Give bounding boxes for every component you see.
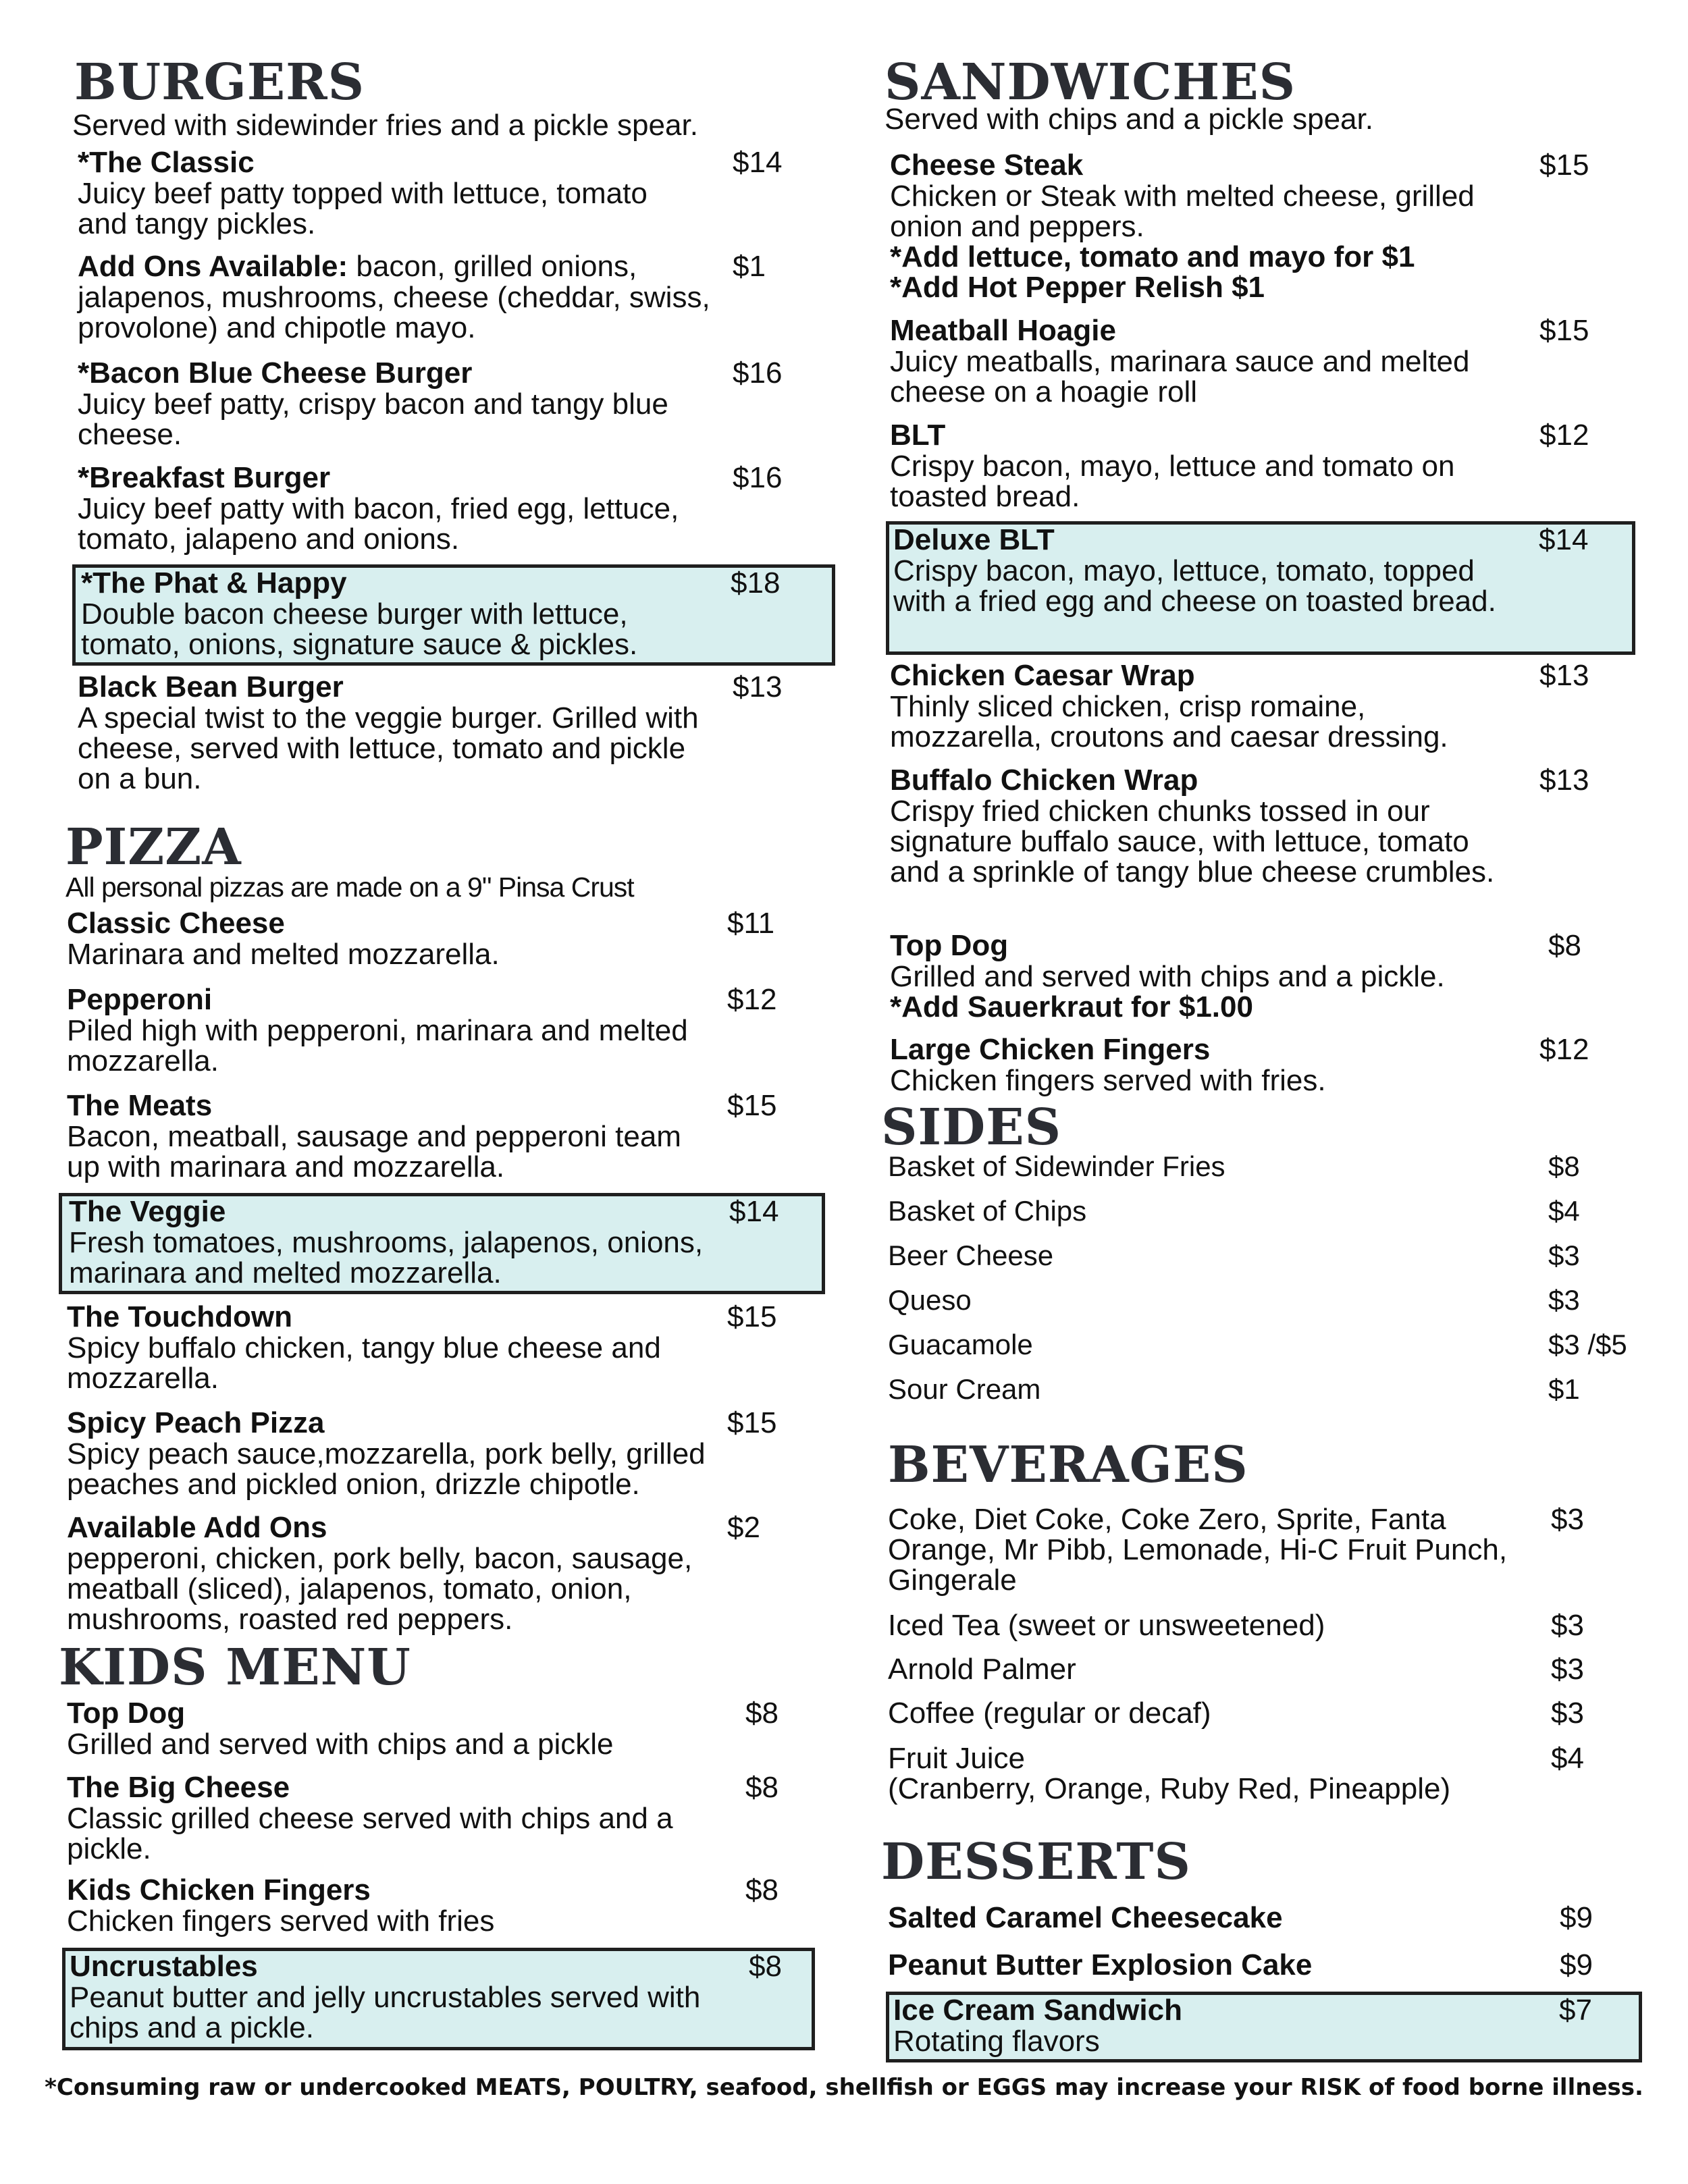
item-desc: Chicken or Steak with melted cheese, grilled onion and peppers. (890, 180, 1475, 243)
sandwiches-heading-block (885, 55, 1296, 109)
item-name: The Meats (67, 1089, 213, 1122)
dessert-item (888, 1950, 1644, 1981)
menu-item-breakfast-burger (78, 462, 793, 554)
menu-item-buffalo-chicken-wrap (890, 765, 1639, 887)
menu-item-the-phat-and-happy (72, 564, 835, 666)
side-name: Queso (888, 1284, 972, 1316)
item-note: *Add Sauerkraut for $1.00 (890, 990, 1253, 1023)
section-title-pizza: PIZZA (65, 818, 242, 876)
item-price: $1 (733, 250, 766, 283)
item-price: $12 (727, 983, 777, 1016)
burgers-subtitle: Served with sidewinder fries and a pickle spear. (72, 109, 698, 142)
menu-item-deluxe-blt (886, 521, 1635, 655)
beverage-price: $4 (1551, 1742, 1584, 1775)
beverage-desc: (Cranberry, Orange, Ruby Red, Pineapple) (888, 1772, 1451, 1805)
section-title-sides: SIDES (881, 1098, 1062, 1156)
item-desc: Double bacon cheese burger with lettuce, tomato, onions, signature sauce & pickles. (81, 597, 638, 661)
burgers-heading-block (74, 55, 365, 109)
item-name: Bacon Blue Cheese Burger (89, 356, 473, 390)
menu-item-kids-chicken-fingers (67, 1875, 810, 1936)
side-name: Guacamole (888, 1329, 1033, 1360)
item-desc: Rotating flavors (893, 2025, 1100, 2058)
dessert-item (888, 1902, 1644, 1934)
item-name: Spicy Peach Pizza (67, 1406, 325, 1439)
item-price: $14 (1539, 523, 1589, 556)
section-title-kids-menu: KIDS MENU (59, 1639, 411, 1697)
menu-item-uncrustables (62, 1948, 815, 2050)
item-desc: Grilled and served with chips and a pickle (67, 1728, 614, 1761)
item-desc: Thinly sliced chicken, crisp romaine, mozzarella, croutons and caesar dressing. (890, 690, 1448, 753)
menu-item-cheese-steak (890, 150, 1639, 302)
side-price: $4 (1548, 1195, 1580, 1227)
item-name: The Big Cheese (67, 1771, 290, 1804)
item-desc: Marinara and melted mozzarella. (67, 938, 500, 971)
item-name: Breakfast Burger (89, 461, 331, 494)
beverage-name: Arnold Palmer (888, 1653, 1076, 1686)
menu-item-ice-cream-sandwich (886, 1992, 1642, 2062)
item-name: Salted Caramel Cheesecake (888, 1901, 1283, 1934)
item-name: Uncrustables (70, 1950, 258, 1983)
menu-item-the-touchdown (67, 1302, 796, 1393)
sides-heading-block (881, 1100, 1061, 1154)
item-desc: Chicken fingers served with fries (67, 1905, 495, 1938)
item-price: $8 (745, 1771, 779, 1804)
beverage-name: Coke, Diet Coke, Coke Zero, Sprite, Fanta Orange, Mr Pibb, Lemonade, Hi-C Fruit Punch, Gingerale (888, 1503, 1508, 1597)
menu-item-bacon-blue-cheese-burger (78, 358, 793, 450)
side-item (888, 1151, 1664, 1182)
item-name: The Touchdown (67, 1300, 293, 1333)
item-name: Meatball Hoagie (890, 314, 1116, 347)
item-desc: Spicy peach sauce,mozzarella, pork belly, grilled peaches and pickled onion, drizzle chipotle. (67, 1437, 706, 1501)
kids-heading-block (59, 1641, 411, 1695)
item-name: The Veggie (69, 1195, 226, 1228)
beverage-name: Coffee (regular or decaf) (888, 1697, 1211, 1730)
beverage-price: $3 (1551, 1503, 1584, 1536)
item-desc: Crispy bacon, mayo, lettuce, tomato, topped with a fried egg and cheese on toasted bread. (893, 554, 1496, 618)
item-name: The Classic (89, 146, 255, 179)
item-price: $8 (749, 1950, 782, 1983)
side-item (888, 1196, 1664, 1227)
item-name: Chicken Caesar Wrap (890, 659, 1195, 692)
item-name: Cheese Steak (890, 149, 1084, 182)
food-safety-disclaimer: *Consuming raw or undercooked MEATS, POULTRY, seafood, shellfish or EGGS may increase your RISK of food borne illness. (45, 2074, 1643, 2101)
item-name: Top Dog (67, 1697, 186, 1730)
item-price: $2 (727, 1511, 760, 1544)
item-name: Peanut Butter Explosion Cake (888, 1948, 1313, 1981)
item-desc: bacon, grilled onions, jalapenos, mushrooms, cheese (cheddar, swiss, provolone) and chipotle mayo. (78, 250, 710, 344)
item-name: Large Chicken Fingers (890, 1033, 1211, 1066)
item-price: $15 (727, 1300, 777, 1333)
item-desc: Crispy fried chicken chunks tossed in our signature buffalo sauce, with lettuce, tomato and a sprinkle of tangy blue cheese crumbles. (890, 795, 1495, 888)
item-desc: Chicken fingers served with fries. (890, 1064, 1326, 1097)
item-desc: Peanut butter and jelly uncrustables served with chips and a pickle. (70, 1981, 701, 2044)
item-price: $8 (745, 1697, 779, 1730)
item-price: $16 (733, 461, 783, 494)
item-desc: Grilled and served with chips and a pickle. (890, 960, 1445, 993)
section-title-beverages: BEVERAGES (888, 1436, 1248, 1494)
item-price: $8 (1548, 929, 1581, 962)
side-price: $3 (1548, 1240, 1580, 1271)
item-price: $7 (1559, 1994, 1592, 2027)
item-name: Top Dog (890, 929, 1009, 962)
item-price: $14 (733, 146, 783, 179)
menu-item-large-chicken-fingers (890, 1034, 1639, 1096)
item-name: Pepperoni (67, 983, 213, 1016)
item-name: Ice Cream Sandwich (893, 1994, 1182, 2027)
item-desc: pepperoni, chicken, pork belly, bacon, sausage, meatball (sliced), jalapenos, tomato, onion, mushrooms, roasted red peppers. (67, 1542, 693, 1636)
menu-item-pepperoni (67, 984, 796, 1076)
pizza-heading-block (65, 820, 242, 874)
item-name: Kids Chicken Fingers (67, 1873, 371, 1907)
item-name: Black Bean Burger (78, 670, 344, 703)
beverage-price: $3 (1551, 1653, 1584, 1686)
item-name: BLT (890, 419, 946, 452)
desserts-heading-block (881, 1835, 1191, 1889)
side-price: $3 (1548, 1284, 1580, 1316)
menu-item-the-veggie (59, 1193, 825, 1294)
item-desc: A special twist to the veggie burger. Grilled with cheese, served with lettuce, tomato and pickle on a bun. (78, 701, 699, 795)
item-price: $11 (727, 907, 775, 940)
menu-item-add-ons (78, 251, 793, 343)
item-price: $9 (1560, 1948, 1593, 1981)
item-price: $13 (733, 670, 783, 703)
menu-item-blt (890, 420, 1639, 512)
pizza-subtitle: All personal pizzas are made on a 9" Pinsa Crust (65, 872, 634, 903)
item-desc: Piled high with pepperoni, marinara and melted mozzarella. (67, 1014, 688, 1077)
beverage-item (888, 1654, 1664, 1685)
beverage-item (888, 1610, 1664, 1641)
item-price: $13 (1539, 659, 1589, 692)
item-name: Deluxe BLT (893, 523, 1055, 556)
menu-item-chicken-caesar-wrap (890, 660, 1639, 752)
item-price: $14 (729, 1195, 779, 1228)
item-desc: Classic grilled cheese served with chips and a pickle. (67, 1802, 673, 1865)
star-mark: * (78, 146, 90, 179)
item-price: $15 (1539, 314, 1589, 347)
item-desc: Juicy beef patty topped with lettuce, tomato and tangy pickles. (78, 177, 648, 240)
item-desc: Bacon, meatball, sausage and pepperoni team up with marinara and mozzarella. (67, 1120, 681, 1183)
star-mark: * (78, 356, 90, 390)
side-item (888, 1240, 1664, 1271)
beverages-heading-block (888, 1438, 1248, 1492)
sandwiches-subtitle: Served with chips and a pickle spear. (885, 103, 1373, 136)
item-price: $12 (1539, 1033, 1589, 1066)
menu-item-meatball-hoagie (890, 315, 1639, 407)
item-price: $15 (1539, 149, 1589, 182)
side-name: Basket of Chips (888, 1195, 1087, 1227)
side-name: Beer Cheese (888, 1240, 1054, 1271)
beverage-price: $3 (1551, 1697, 1584, 1730)
star-mark: * (78, 461, 90, 494)
item-price: $8 (745, 1873, 779, 1907)
item-desc: Spicy buffalo chicken, tangy blue cheese and mozzarella. (67, 1331, 661, 1395)
side-item (888, 1285, 1664, 1316)
item-name: Available Add Ons (67, 1511, 327, 1544)
item-price: $15 (727, 1406, 777, 1439)
beverage-name: Fruit Juice (888, 1742, 1025, 1775)
item-name: Classic Cheese (67, 907, 285, 940)
star-mark: * (81, 566, 93, 600)
item-price: $16 (733, 356, 783, 390)
item-desc: Juicy meatballs, marinara sauce and melted cheese on a hoagie roll (890, 345, 1470, 408)
menu-item-kids-top-dog (67, 1698, 810, 1759)
menu-item-the-big-cheese (67, 1772, 810, 1864)
side-price: $1 (1548, 1373, 1580, 1405)
item-desc: Juicy beef patty with bacon, fried egg, lettuce, tomato, jalapeno and onions. (78, 492, 679, 556)
item-name: Add Ons Available: (78, 250, 348, 283)
menu-item-the-classic (78, 147, 793, 239)
item-desc: Crispy bacon, mayo, lettuce and tomato on toasted bread. (890, 450, 1455, 513)
beverage-price: $3 (1551, 1609, 1584, 1642)
beverage-item (888, 1698, 1664, 1729)
item-price: $15 (727, 1089, 777, 1122)
menu-item-available-add-ons (67, 1512, 796, 1634)
item-note: *Add lettuce, tomato and mayo for $1 (890, 240, 1415, 273)
item-price: $13 (1539, 764, 1589, 797)
item-name: The Phat & Happy (93, 566, 347, 600)
item-note: *Add Hot Pepper Relish $1 (890, 271, 1265, 304)
beverage-name: Iced Tea (sweet or unsweetened) (888, 1609, 1325, 1642)
section-title-sandwiches: SANDWICHES (885, 53, 1296, 111)
side-name: Basket of Sidewinder Fries (888, 1150, 1225, 1182)
section-title-desserts: DESSERTS (881, 1833, 1191, 1891)
menu-item-the-meats (67, 1090, 796, 1182)
side-item (888, 1329, 1664, 1360)
side-price: $8 (1548, 1150, 1580, 1182)
item-desc: Fresh tomatoes, mushrooms, jalapenos, onions, marinara and melted mozzarella. (69, 1226, 704, 1289)
menu-item-sandwich-top-dog (890, 930, 1639, 1022)
menu-item-classic-cheese (67, 908, 796, 969)
side-item (888, 1374, 1664, 1405)
beverage-item (888, 1504, 1664, 1595)
side-price: $3 /$5 (1548, 1329, 1627, 1360)
menu-item-black-bean-burger (78, 672, 793, 794)
section-title-burgers: BURGERS (74, 53, 365, 111)
item-price: $9 (1560, 1901, 1593, 1934)
item-name: Buffalo Chicken Wrap (890, 764, 1198, 797)
side-name: Sour Cream (888, 1373, 1041, 1405)
item-price: $18 (731, 566, 781, 600)
item-price: $12 (1539, 419, 1589, 452)
menu-item-spicy-peach-pizza (67, 1408, 796, 1499)
beverage-item (888, 1743, 1664, 1804)
item-desc: Juicy beef patty, crispy bacon and tangy blue cheese. (78, 388, 668, 451)
